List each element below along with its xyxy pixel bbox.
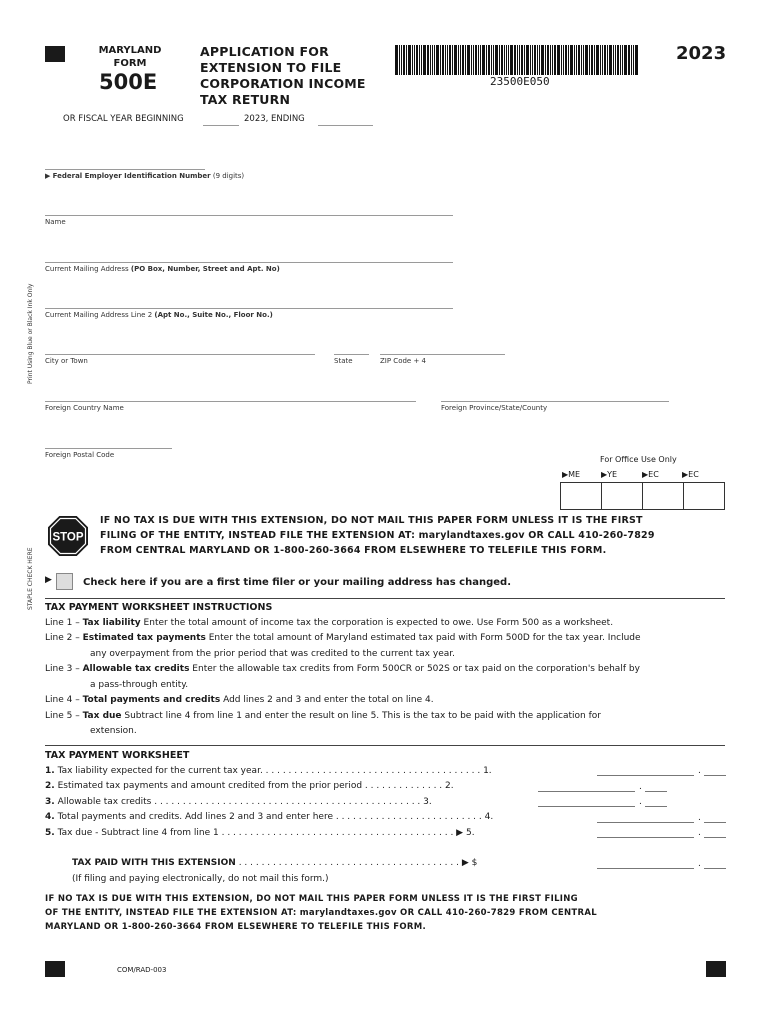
- barcode-bar: [631, 45, 632, 75]
- barcode-bar: [436, 45, 439, 75]
- barcode-bars: [395, 45, 660, 75]
- barcode-bar: [609, 45, 612, 75]
- barcode-bar: [581, 45, 582, 75]
- barcode-bar: [432, 45, 433, 75]
- barcode-bar: [399, 45, 400, 75]
- barcode-bar: [607, 45, 608, 75]
- form-title: [200, 44, 366, 108]
- barcode-text: 23500E050: [490, 75, 550, 88]
- barcode-bar: [541, 45, 544, 75]
- fiscal-begin-field[interactable]: [203, 125, 239, 126]
- barcode-bar: [570, 45, 573, 75]
- barcode-bar: [458, 45, 459, 75]
- barcode-bar: [403, 45, 405, 75]
- barcode-bar: [480, 45, 481, 75]
- line3-cents-field[interactable]: [645, 796, 667, 807]
- tax-paid-note: (If filing and paying electronically, do not mail this form.): [72, 873, 329, 884]
- barcode-bar: [624, 45, 627, 75]
- barcode-bar: [578, 45, 580, 75]
- barcode-bar: [617, 45, 619, 75]
- first-time-checkbox[interactable]: [56, 573, 73, 590]
- barcode-bar: [550, 45, 551, 75]
- fiscal-end-field[interactable]: [318, 125, 373, 126]
- barcode-bar: [565, 45, 567, 75]
- tax-year: 2023: [676, 43, 727, 64]
- barcode-bar: [445, 45, 446, 75]
- barcode-bar: [495, 45, 498, 75]
- barcode-bar: [622, 45, 623, 75]
- barcode-bar: [613, 45, 614, 75]
- office-cell: [643, 483, 684, 510]
- address1-field[interactable]: [45, 262, 453, 263]
- fiscal-year-mid: 2023, ENDING: [244, 114, 305, 124]
- office-cell: [602, 483, 643, 510]
- barcode-bar: [521, 45, 523, 75]
- barcode-bar: [524, 45, 525, 75]
- staple-note: STAPLE CHECK HERE: [27, 547, 34, 610]
- barcode-bar: [486, 45, 487, 75]
- line2-cents-field[interactable]: [645, 781, 667, 792]
- barcode-bar: [423, 45, 426, 75]
- office-col-ec2: ▶EC: [682, 470, 699, 479]
- city-field[interactable]: [45, 354, 315, 355]
- zip-label: ZIP Code + 4: [380, 357, 426, 365]
- tax-paid-section: [72, 856, 592, 887]
- barcode-bar: [534, 45, 536, 75]
- office-cell: [561, 483, 602, 510]
- barcode-bar: [427, 45, 429, 75]
- stop-notice-line: IF NO TAX IS DUE WITH THIS EXTENSION, DO NOT MAIL THIS PAPER FORM UNLESS IT IS THE FIRST: [100, 515, 643, 526]
- barcode-bar: [539, 45, 540, 75]
- decimal-point: .: [639, 782, 642, 792]
- barcode-bar: [583, 45, 584, 75]
- barcode-bar: [557, 45, 560, 75]
- decimal-point: .: [698, 766, 701, 776]
- barcode-bar: [434, 45, 435, 75]
- barcode-bar: [449, 45, 451, 75]
- barcode-bar: [563, 45, 564, 75]
- instruction-line-4: Line 4 – Total payments and credits Add lines 2 and 3 and enter the total on line 4.: [45, 695, 434, 705]
- title-line: CORPORATION INCOME: [200, 76, 366, 91]
- barcode-bar: [493, 45, 494, 75]
- barcode-bar: [635, 45, 638, 75]
- postal-field[interactable]: [45, 448, 172, 449]
- fein-field[interactable]: [45, 169, 205, 170]
- worksheet-line-5: 5. Tax due - Subtract line 4 from line 1 . . . . . . . . . . . . . . . . . . . . . . . . . . . . . . . . . . . . . . . . . ▶ 5.: [45, 827, 475, 838]
- barcode-bar: [633, 45, 634, 75]
- barcode-bar: [620, 45, 621, 75]
- barcode-bar: [416, 45, 418, 75]
- state-field[interactable]: [334, 354, 369, 355]
- barcode-bar: [499, 45, 500, 75]
- barcode-bar: [475, 45, 477, 75]
- barcode-bar: [604, 45, 606, 75]
- city-label: City or Town: [45, 357, 88, 365]
- barcode-bar: [628, 45, 630, 75]
- barcode-bar: [547, 45, 549, 75]
- state-label: MARYLAND: [98, 45, 162, 56]
- bottom-notice-line: IF NO TAX IS DUE WITH THIS EXTENSION, DO NOT MAIL THIS PAPER FORM UNLESS IT IS THE FIRST FILING: [45, 894, 578, 904]
- barcode-bar: [482, 45, 485, 75]
- title-line: APPLICATION FOR: [200, 44, 329, 59]
- barcode-bar: [452, 45, 453, 75]
- line1-cents-field[interactable]: [704, 765, 726, 776]
- barcode-bar: [440, 45, 441, 75]
- barcode-bar: [408, 45, 411, 75]
- barcode-bar: [460, 45, 461, 75]
- barcode-bar: [508, 45, 509, 75]
- form-number: 500E: [99, 70, 158, 94]
- barcode-bar: [537, 45, 538, 75]
- name-label: Name: [45, 218, 66, 226]
- bottom-notice: [45, 892, 735, 934]
- decimal-point: .: [698, 859, 701, 869]
- barcode-bar: [491, 45, 492, 75]
- stop-notice-line: FROM CENTRAL MARYLAND OR 1-800-260-3664 FROM ELSEWHERE TO TELEFILE THIS FORM.: [100, 545, 607, 556]
- barcode-bar: [526, 45, 529, 75]
- tax-paid-line: TAX PAID WITH THIS EXTENSION . . . . . . . . . . . . . . . . . . . . . . . . . . . . . . . . . . . . . . . ▶ $: [72, 858, 478, 868]
- office-use-title: For Office Use Only: [600, 455, 677, 464]
- line4-cents-field[interactable]: [704, 812, 726, 823]
- registration-mark-bottom-right: [706, 961, 726, 977]
- province-field[interactable]: [441, 401, 669, 402]
- instruction-line-3: Line 3 – Allowable tax credits Enter the allowable tax credits from Form 500CR or 502S or tax paid on the corporation's behalf by a pass-through entity.: [45, 664, 640, 690]
- instructions-title: TAX PAYMENT WORKSHEET INSTRUCTIONS: [45, 602, 273, 613]
- address1-label: Current Mailing Address (PO Box, Number, Street and Apt. No): [45, 265, 280, 273]
- svg-text:STOP: STOP: [52, 531, 84, 544]
- line4-amount-field[interactable]: [597, 812, 694, 823]
- barcode-bar: [530, 45, 531, 75]
- stop-notice-line: FILING OF THE ENTITY, INSTEAD FILE THE EXTENSION AT: marylandtaxes.gov OR CALL 410-260-7829: [100, 530, 655, 541]
- form-header: [93, 44, 167, 70]
- line5-amount-field[interactable]: [597, 827, 694, 838]
- barcode: [395, 45, 660, 88]
- worksheet-instructions: [45, 600, 735, 740]
- barcode-bar: [514, 45, 516, 75]
- barcode-bar: [462, 45, 464, 75]
- zip-field[interactable]: [380, 354, 505, 355]
- barcode-bar: [421, 45, 422, 75]
- fiscal-year-prefix: OR FISCAL YEAR BEGINNING: [63, 114, 184, 124]
- barcode-bar: [471, 45, 472, 75]
- decimal-point: .: [698, 813, 701, 823]
- barcode-bar: [412, 45, 413, 75]
- barcode-bar: [419, 45, 420, 75]
- barcode-bar: [519, 45, 520, 75]
- address2-label: Current Mailing Address Line 2 (Apt No., Suite No., Floor No.): [45, 311, 273, 319]
- barcode-bar: [532, 45, 533, 75]
- bottom-notice-line: OF THE ENTITY, INSTEAD FILE THE EXTENSION AT: marylandtaxes.gov OR CALL 410-260-7829 FROM CENTRAL: [45, 908, 597, 918]
- office-cell: [684, 483, 725, 510]
- barcode-bar: [561, 45, 562, 75]
- office-col-ye: ▶YE: [601, 470, 618, 479]
- divider: [45, 598, 725, 599]
- registration-mark-top-left: [45, 46, 65, 62]
- barcode-bar: [554, 45, 556, 75]
- instruction-line-1: Line 1 – Tax liability Enter the total amount of income tax the corporation is expected to owe. Use Form 500 as a worksheet.: [45, 617, 614, 628]
- ink-note: Print Using Blue or Black Ink Only: [27, 283, 34, 384]
- barcode-bar: [447, 45, 448, 75]
- office-col-ec1: ▶EC: [642, 470, 659, 479]
- barcode-bar: [395, 45, 398, 75]
- barcode-bar: [589, 45, 590, 75]
- instruction-line-5: Line 5 – Tax due Subtract line 4 from line 1 and enter the result on line 5. This is the tax to be paid with the application for extension.: [45, 710, 601, 736]
- tax-paid-cents-field[interactable]: [704, 858, 726, 869]
- worksheet-line-3: 3. Allowable tax credits . . . . . . . . . . . . . . . . . . . . . . . . . . . . . . . . . . . . . . . . . . . . . . . 3.: [45, 796, 432, 807]
- barcode-bar: [501, 45, 503, 75]
- barcode-bar: [473, 45, 474, 75]
- barcode-bar: [596, 45, 599, 75]
- instruction-line-2: Line 2 – Estimated tax payments Enter the total amount of Maryland estimated tax paid with Form 500D for the tax year. Include any overpayment from the prior period that was credited to the current tax year.: [45, 633, 641, 659]
- office-col-me: ▶ME: [562, 470, 581, 479]
- barcode-bar: [585, 45, 588, 75]
- title-line: TAX RETURN: [200, 92, 291, 107]
- fein-label: ▶ Federal Employer Identification Number (9 digits): [45, 172, 245, 180]
- barcode-bar: [600, 45, 601, 75]
- barcode-bar: [510, 45, 513, 75]
- barcode-bar: [568, 45, 569, 75]
- barcode-bar: [517, 45, 518, 75]
- country-label: Foreign Country Name: [45, 404, 124, 412]
- barcode-bar: [414, 45, 415, 75]
- form-code: COM/RAD-003: [117, 966, 167, 974]
- office-use-table: [560, 482, 725, 510]
- barcode-bar: [442, 45, 444, 75]
- first-time-label: Check here if you are a first time filer or your mailing address has changed.: [83, 577, 511, 588]
- line2-amount-field[interactable]: [538, 781, 635, 792]
- worksheet-title: TAX PAYMENT WORKSHEET: [45, 750, 190, 761]
- barcode-bar: [576, 45, 577, 75]
- barcode-bar: [594, 45, 595, 75]
- barcode-bar: [615, 45, 616, 75]
- decimal-point: .: [698, 828, 701, 838]
- worksheet-line-2: 2. Estimated tax payments and amount credited from the prior period . . . . . . . . . . . . . . 2.: [45, 781, 454, 791]
- barcode-bar: [574, 45, 575, 75]
- barcode-bar: [430, 45, 431, 75]
- barcode-bar: [602, 45, 603, 75]
- line3-amount-field[interactable]: [538, 796, 635, 807]
- postal-label: Foreign Postal Code: [45, 451, 115, 459]
- country-field[interactable]: [45, 401, 416, 402]
- barcode-bar: [488, 45, 490, 75]
- province-label: Foreign Province/State/County: [441, 404, 548, 412]
- barcode-bar: [454, 45, 457, 75]
- tax-paid-amount-field[interactable]: [597, 858, 694, 869]
- form-label: FORM: [113, 58, 147, 69]
- decimal-point: .: [639, 797, 642, 807]
- state-label: State: [334, 357, 353, 365]
- barcode-bar: [467, 45, 470, 75]
- barcode-bar: [591, 45, 593, 75]
- barcode-bar: [478, 45, 479, 75]
- first-time-arrow-icon: ▶: [45, 575, 52, 585]
- stop-notice: [100, 513, 710, 558]
- barcode-bar: [552, 45, 553, 75]
- barcode-bar: [506, 45, 507, 75]
- divider: [45, 745, 725, 746]
- barcode-bar: [545, 45, 546, 75]
- tax-payment-worksheet: [45, 748, 605, 841]
- registration-mark-bottom-left: [45, 961, 65, 977]
- worksheet-line-1: 1. Tax liability expected for the current tax year. . . . . . . . . . . . . . . . . . . . . . . . . . . . . . . . . . . . . . . 1.: [45, 765, 492, 776]
- barcode-bar: [465, 45, 466, 75]
- bottom-notice-line: MARYLAND OR 1-800-260-3664 FROM ELSEWHERE TO TELEFILE THIS FORM.: [45, 922, 427, 932]
- address2-field[interactable]: [45, 308, 453, 309]
- name-field[interactable]: [45, 215, 453, 216]
- title-line: EXTENSION TO FILE: [200, 60, 342, 75]
- stop-sign-icon: [47, 515, 89, 557]
- barcode-bar: [406, 45, 407, 75]
- line1-amount-field[interactable]: [597, 765, 694, 776]
- line5-cents-field[interactable]: [704, 827, 726, 838]
- worksheet-line-4: 4. Total payments and credits. Add lines 2 and 3 and enter here . . . . . . . . . . . . . . . . . . . . . . . . . . 4.: [45, 812, 494, 822]
- barcode-bar: [401, 45, 402, 75]
- barcode-bar: [504, 45, 505, 75]
